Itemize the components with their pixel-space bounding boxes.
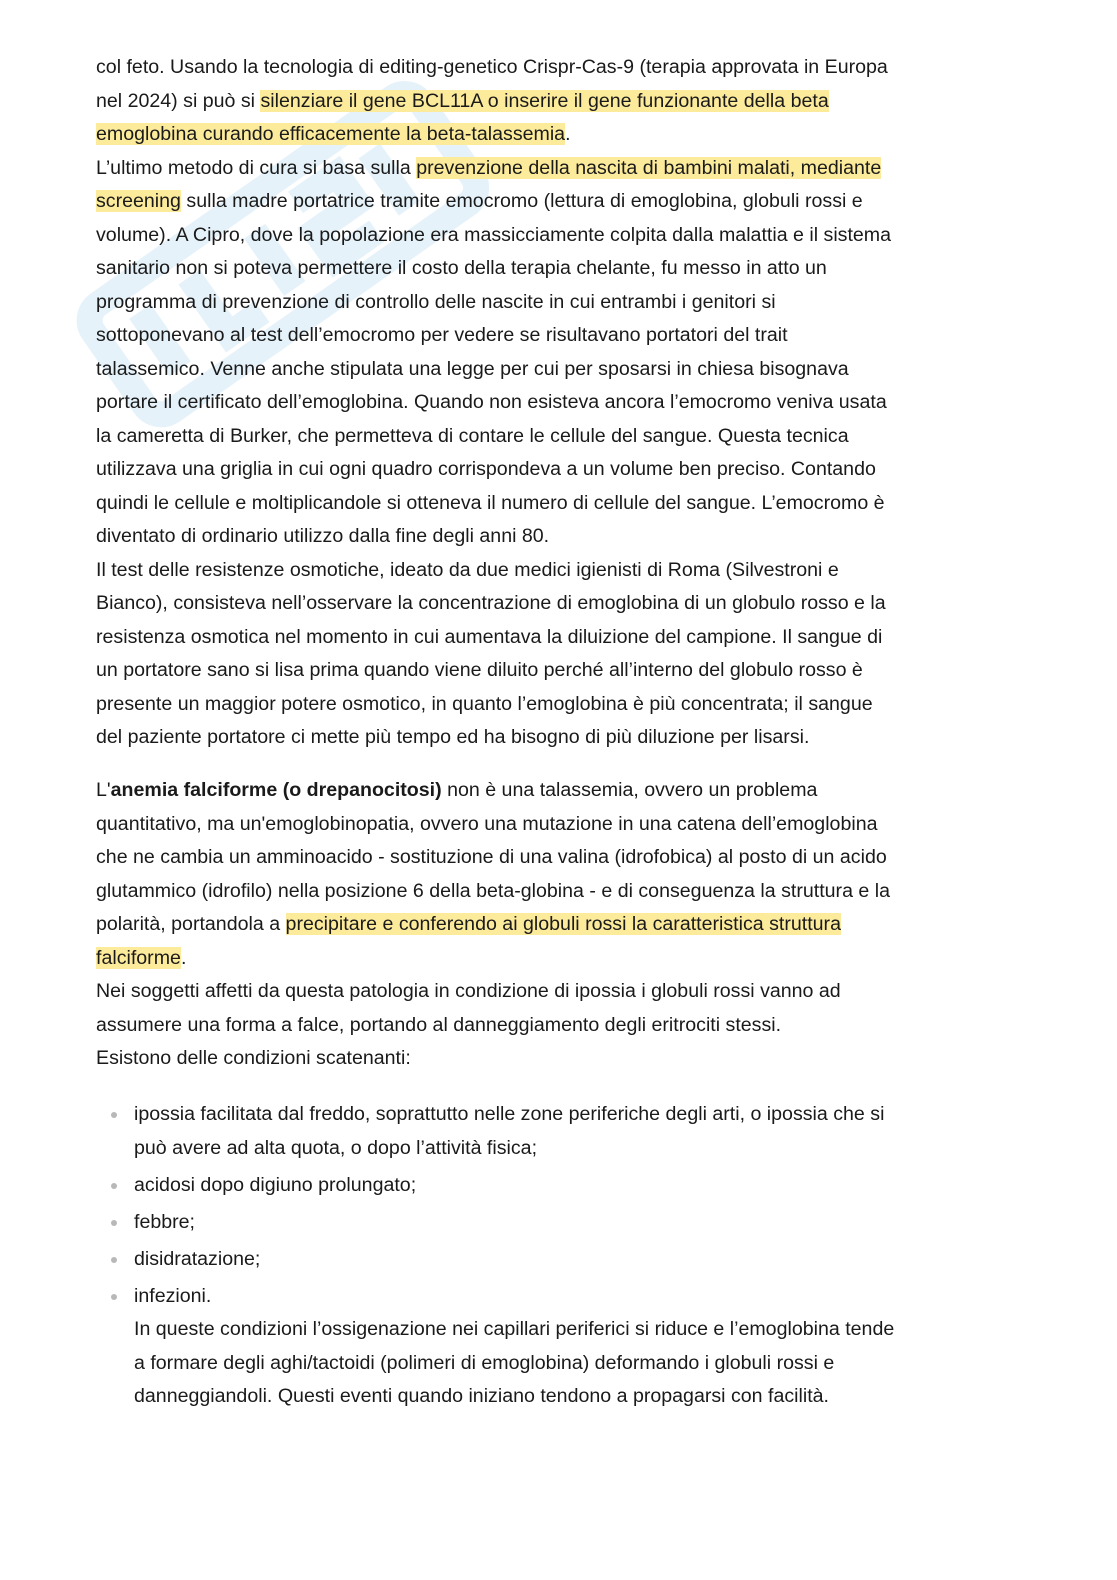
text-line: In queste condizioni l’ossigenazione nei capillari periferici si riduce e l’emoglobina tende [134,1318,895,1340]
bullet-icon [111,1257,117,1263]
highlighted-text: emoglobina curando efficacemente la beta-talassemia [96,123,566,145]
text-line: a formare degli aghi/tactoidi (polimeri di emoglobina) deformando i globuli rossi e [134,1351,835,1374]
text-line [96,85,1026,119]
text-segment: L’ultimo metodo di cura si basa sulla [96,156,417,179]
text-line [96,721,1026,755]
text-segment: Esistono delle condizioni scatenanti: [96,1047,411,1069]
text-line: ipossia facilitata dal freddo, soprattutto nelle zone periferiche degli arti, o ipossia che si [134,1103,885,1125]
text-line [96,353,1026,387]
text-line [96,219,1026,253]
text-line: febbre; [134,1210,196,1233]
text-line [96,841,1026,875]
highlighted-text: silenziare il gene BCL11A o inserire il gene funzionante della beta [260,89,829,112]
text-segment: utilizzava una griglia in cui ogni quadro corrispondeva a un volume ben preciso. Contando [96,458,876,480]
text-segment: . [180,946,187,969]
text-line [96,688,1026,722]
paragraph-sickle-cell [96,774,1026,1076]
bullet-icon [111,1183,117,1189]
text-line [96,185,1026,219]
text-line [96,118,1026,152]
text-line [96,587,1026,621]
text-segment: Il test delle resistenze osmotiche, ideato da due medici igienisti di Roma (Silvestroni e [96,558,839,581]
text-segment: quindi le cellule e moltiplicandole si otteneva il numero di cellule del sangue. L’emocromo è [96,491,885,514]
text-line [96,1042,1026,1076]
text-line: danneggiandoli. Questi eventi quando iniziano tendono a propagarsi con facilità. [134,1385,829,1407]
text-line [96,808,1026,842]
list-item [96,1243,1026,1277]
text-segment: . [565,123,571,145]
text-segment: Nei soggetti affetti da questa patologia in condizione di ipossia i globuli rossi vanno ad [96,980,841,1002]
bold-text: anemia falciforme (o drepanocitosi) [110,779,442,801]
highlighted-text: screening [96,190,181,212]
text-line [96,453,1026,487]
text-line [96,942,1026,976]
text-line: disidratazione; [134,1247,261,1270]
text-line [96,252,1026,286]
list-item [96,1280,1026,1414]
text-segment: portare il certificato dell’emoglobina. Quando non esisteva ancora l’emocromo veniva usata [96,391,887,413]
text-line [96,975,1026,1009]
bullet-icon [111,1294,117,1300]
text-line [96,520,1026,554]
bullet-icon [111,1112,117,1118]
text-line [96,51,1026,85]
text-segment: del paziente portatore ci mette più tempo ed ha bisogno di più diluzione per lisarsi. [96,726,810,748]
list-item [96,1206,1026,1240]
text-line [96,319,1026,353]
text-line [96,621,1026,655]
text-line [96,487,1026,521]
text-segment: col feto. Usando la tecnologia di editing-genetico Crispr-Cas-9 (terapia approvata in Europa [96,56,888,78]
highlighted-text: precipitare e conferendo ai globuli rossi la caratteristica struttura [285,913,841,935]
text-segment: assumere una forma a falce, portando al danneggiamento degli eritrociti stessi. [96,1013,782,1036]
bullet-icon [111,1220,117,1226]
text-line [96,774,1026,808]
text-line: infezioni. [134,1284,212,1307]
text-line [96,286,1026,320]
list-item [96,1169,1026,1203]
text-segment: nel 2024) si può si [96,89,261,112]
text-line [96,386,1026,420]
text-segment: presente un maggior potere osmotico, in quanto l’emoglobina è più concentrata; il sangue [96,692,873,715]
text-segment: non è una talassemia, ovvero un problema [441,779,818,801]
text-line [96,1009,1026,1043]
text-segment: Bianco), consisteva nell’osservare la concentrazione di emoglobina di un globulo rosso e la [96,592,886,614]
text-segment: glutammico (idrofilo) nella posizione 6 della beta-globina - e di conseguenza la struttura e la [96,879,890,902]
text-line: acidosi dopo digiuno prolungato; [134,1173,417,1196]
text-segment: L' [96,779,111,801]
text-segment: sulla madre portatrice tramite emocromo (lettura di emoglobina, globuli rossi e [180,190,863,212]
trigger-conditions-list [96,1098,1026,1417]
text-line [96,420,1026,454]
text-segment: sottoponevano al test dell’emocromo per vedere se risultavano portatori del trait [96,324,788,346]
text-segment: diventato di ordinario utilizzo dalla fine degli anni 80. [96,525,550,547]
text-segment: la cameretta di Burker, che permetteva di contare le cellule del sangue. Questa tecnica [96,424,849,447]
text-line: può avere ad alta quota, o dopo l’attività fisica; [134,1136,538,1159]
text-segment: volume). A Cipro, dove la popolazione era massicciamente colpita dalla malattia e il sistema [96,223,892,246]
text-line [96,554,1026,588]
text-segment: talassemico. Venne anche stipulata una legge per cui per sposarsi in chiesa bisognava [96,357,849,380]
text-segment: un portatore sano si lisa prima quando viene diluito perché all’interno del globulo rosso è [96,659,863,681]
text-segment: sanitario non si poteva permettere il costo della terapia chelante, fu messo in atto un [96,257,827,279]
text-segment: quantitativo, ma un'emoglobinopatia, ovvero una mutazione in una catena dell’emoglobina [96,812,878,835]
text-segment: polarità, portandola a [96,913,286,935]
paragraph-therapy-screening [96,51,1026,755]
text-line [96,875,1026,909]
highlighted-text: prevenzione della nascita di bambini malati, mediante [416,156,882,179]
text-segment: resistenza osmotica nel momento in cui aumentava la diluizione del campione. Il sangue di [96,625,883,648]
text-line [96,908,1026,942]
highlighted-text: falciforme [96,946,181,969]
text-segment: programma di prevenzione di controllo delle nascite in cui entrambi i genitori si [96,290,776,313]
list-item [96,1098,1026,1165]
text-line [96,152,1026,186]
text-line [96,654,1026,688]
text-segment: che ne cambia un amminoacido - sostituzione di una valina (idrofobica) al posto di un acido [96,846,887,868]
